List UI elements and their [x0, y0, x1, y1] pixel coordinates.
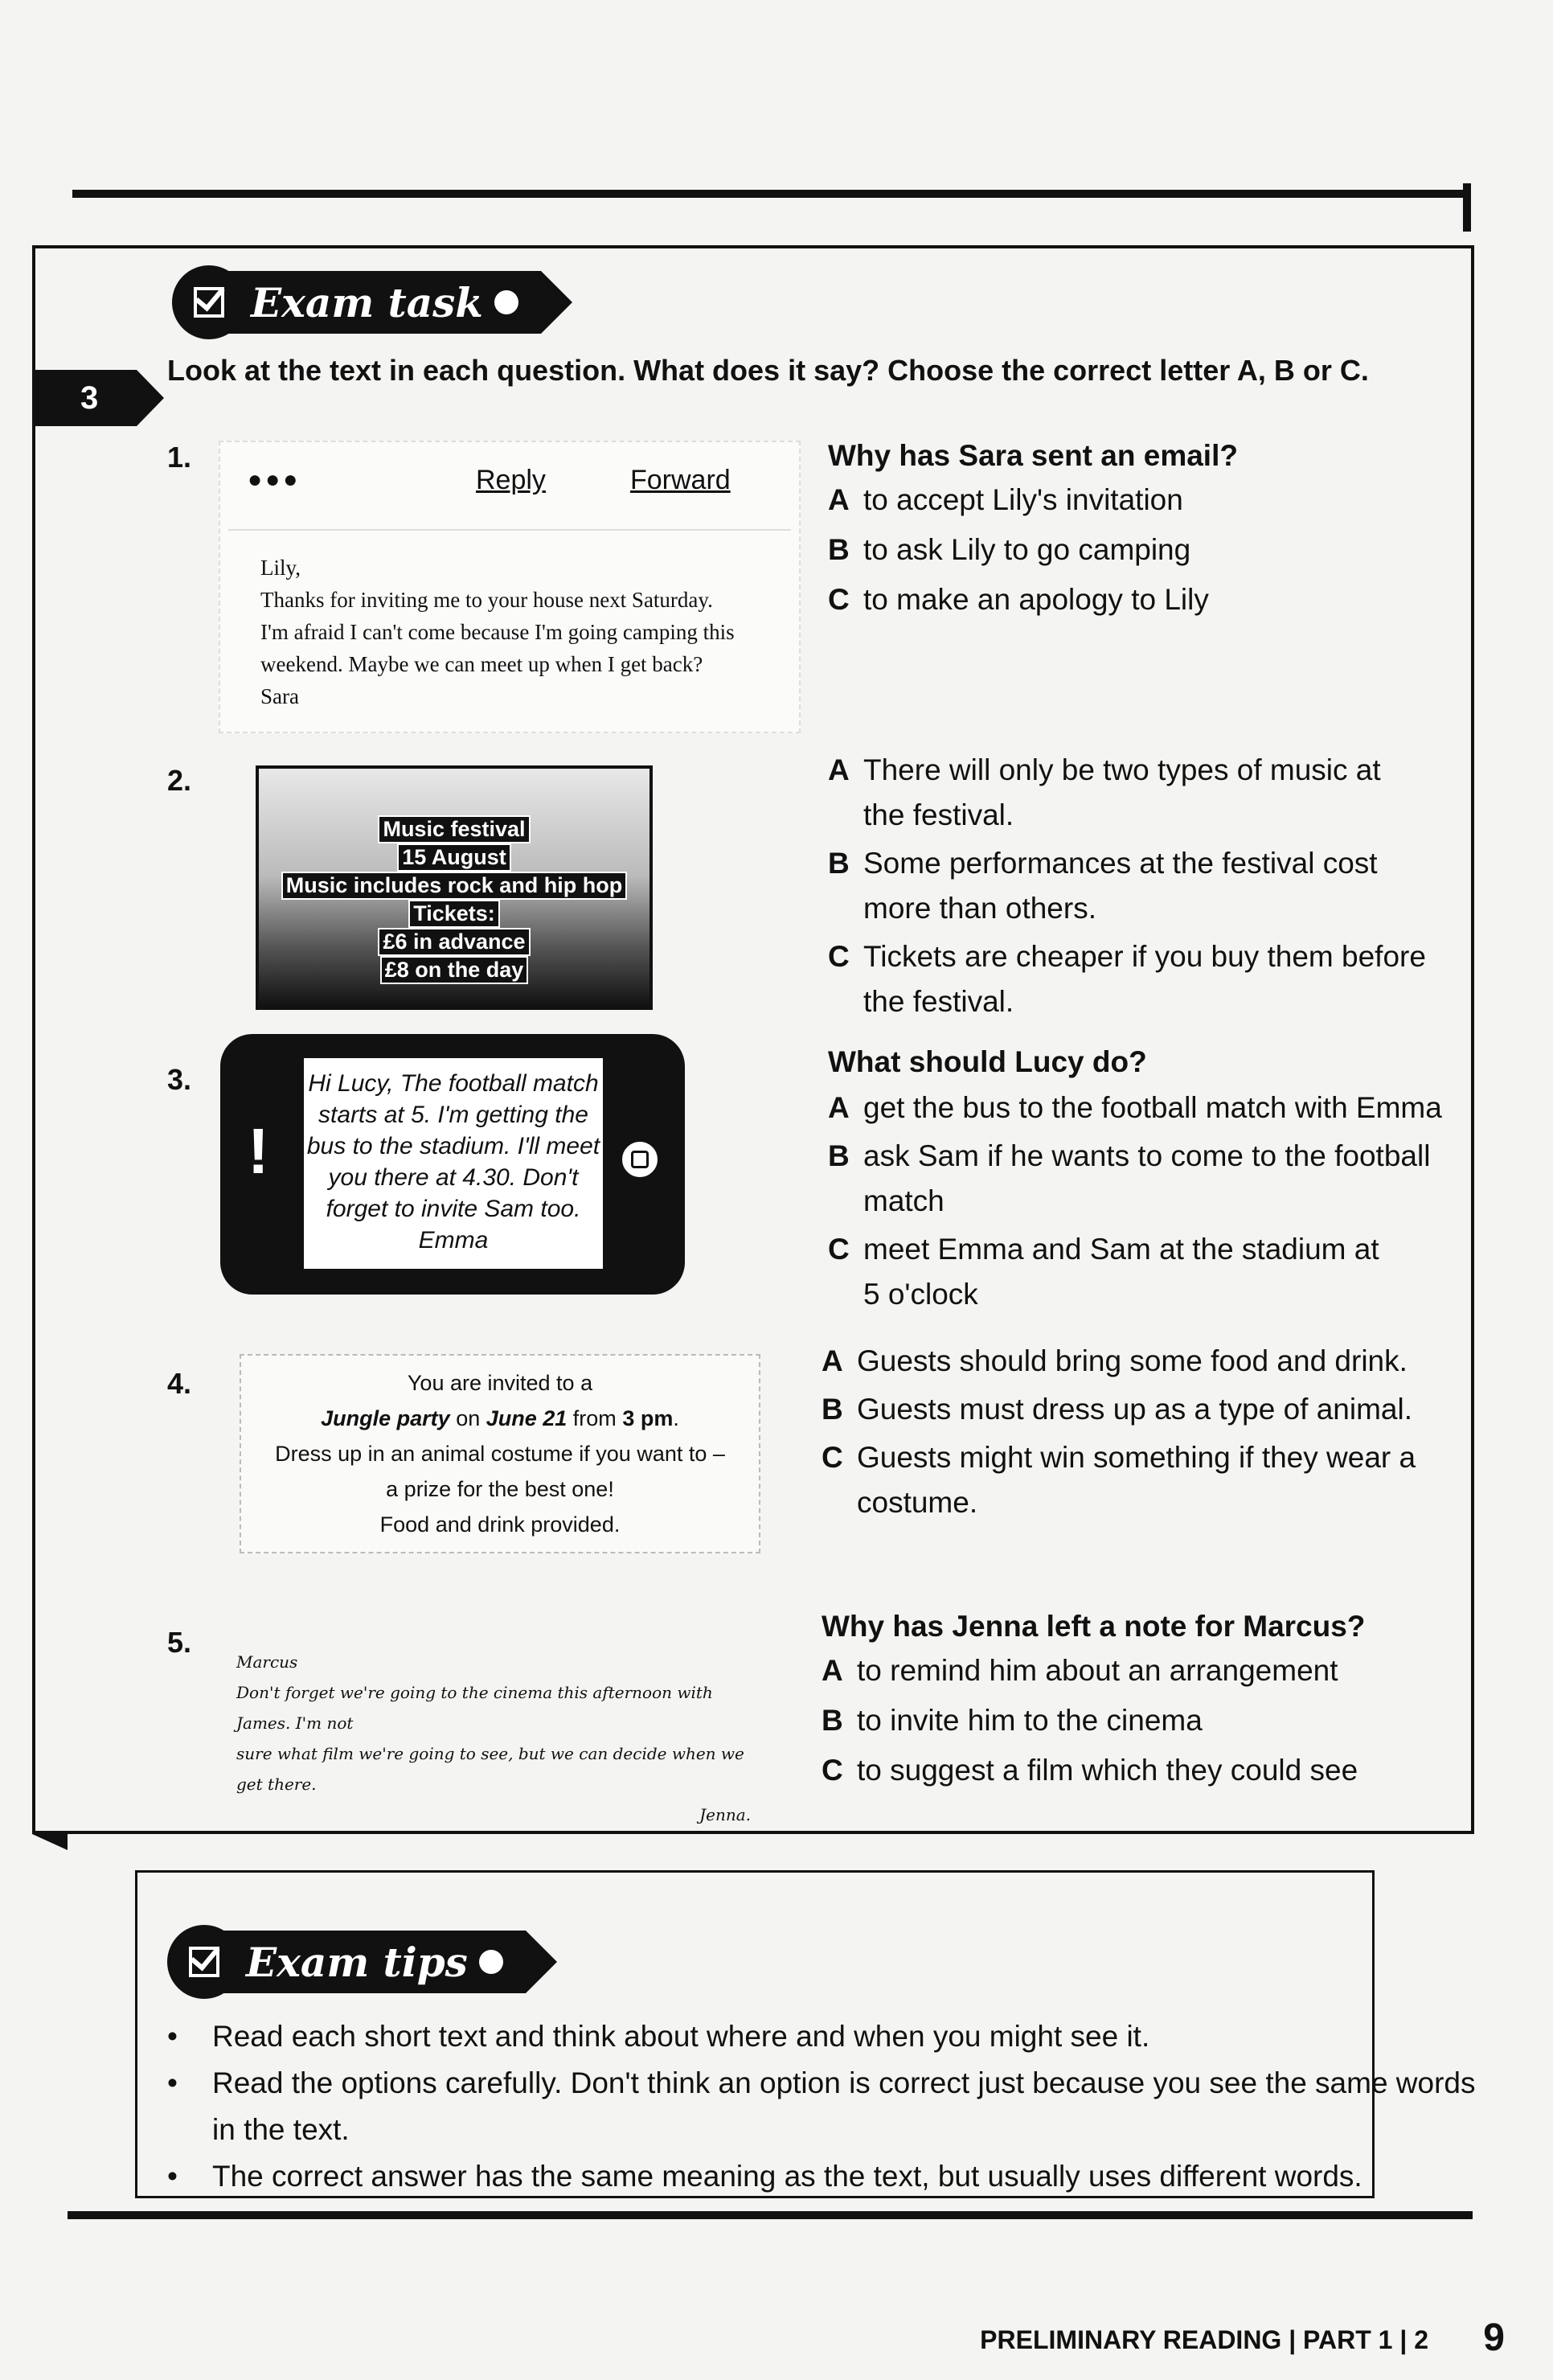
- option-text-cont: the festival.: [863, 985, 1014, 1018]
- email-stimulus: [219, 441, 801, 733]
- question-1-options: [828, 439, 1238, 622]
- handwritten-note: [236, 1647, 751, 1830]
- option-c[interactable]: [828, 934, 1426, 1024]
- email-line: Lily,: [260, 556, 301, 580]
- exam-tips-label: Exam tips: [246, 1938, 468, 1986]
- poster-line: 15 August: [399, 845, 510, 870]
- option-letter: C: [822, 1754, 843, 1787]
- option-letter: C: [828, 1233, 850, 1266]
- option-a[interactable]: [828, 478, 1238, 523]
- poster-line: Tickets:: [410, 901, 498, 926]
- question-group-tab: [32, 370, 137, 426]
- note-signature: Jenna.: [699, 1805, 751, 1824]
- option-letter: B: [828, 1139, 850, 1172]
- option-text: Guests might win something if they wear a: [857, 1441, 1416, 1474]
- option-a[interactable]: [822, 1339, 1416, 1384]
- option-text: Tickets are cheaper if you buy them before: [863, 940, 1426, 973]
- option-a[interactable]: [828, 748, 1426, 838]
- note-line: Don't forget we're going to the cinema this afternoon with James. I'm not: [236, 1683, 713, 1733]
- option-text: Guests must dress up as a type of animal.: [857, 1393, 1412, 1426]
- option-text: get the bus to the football match with Emma: [863, 1091, 1442, 1124]
- option-text-cont: the festival.: [863, 798, 1014, 831]
- option-text: to ask Lily to go camping: [863, 533, 1191, 566]
- checkbox-icon: [167, 1925, 241, 1999]
- poster-text: [259, 815, 649, 984]
- note-line: Marcus: [236, 1652, 298, 1672]
- corner-triangle: [32, 1834, 68, 1850]
- tip-text: • The correct answer has the same meaning as the text, but usually uses different words.: [212, 2160, 1362, 2193]
- option-b[interactable]: [822, 1698, 1365, 1743]
- invite-line: Dress up in an animal costume if you want to –: [275, 1442, 725, 1466]
- exam-task-label: Exam task: [251, 278, 483, 326]
- question-number: 1.: [167, 441, 192, 474]
- badge-dot-icon: [494, 290, 518, 314]
- question-prompt: Why has Jenna left a note for Marcus?: [822, 1610, 1366, 1643]
- email-line: Thanks for inviting me to your house next Saturday.: [260, 588, 713, 612]
- message-line: Hi Lucy, The football match: [308, 1070, 599, 1097]
- note-line: sure what film we're going to see, but we can decide when we get there.: [236, 1744, 744, 1794]
- option-letter: C: [828, 940, 850, 973]
- option-letter: C: [822, 1441, 843, 1474]
- question-2-options: [828, 748, 1426, 1024]
- option-b[interactable]: [822, 1387, 1416, 1432]
- top-rule: [72, 190, 1471, 198]
- exam-tips-badge: [167, 1925, 526, 1999]
- phone-message: [220, 1034, 685, 1295]
- option-text: to remind him about an arrangement: [857, 1654, 1338, 1687]
- phone-screen: [301, 1055, 606, 1272]
- tip-item: [167, 2013, 1149, 2060]
- invite-text: .: [673, 1406, 679, 1430]
- invite-text: on: [449, 1406, 486, 1430]
- email-line: I'm afraid I can't come because I'm going camping this: [260, 620, 735, 644]
- option-b[interactable]: [828, 1134, 1442, 1224]
- home-button-icon: [619, 1139, 661, 1180]
- option-text-cont: match: [863, 1184, 945, 1217]
- message-line: Emma: [418, 1227, 489, 1254]
- option-c[interactable]: [828, 577, 1238, 622]
- option-text: There will only be two types of music at: [863, 753, 1381, 786]
- option-c[interactable]: [822, 1748, 1365, 1793]
- option-a[interactable]: [822, 1648, 1365, 1693]
- invite-date: June 21: [486, 1406, 568, 1430]
- badge-dot-icon: [479, 1950, 503, 1974]
- question-5-options: [822, 1610, 1365, 1793]
- option-text: Some performances at the festival cost: [863, 847, 1378, 880]
- invite-party-name: Jungle party: [321, 1406, 450, 1430]
- tip-text: • Read each short text and think about where and when you might see it.: [212, 2020, 1150, 2053]
- email-line: weekend. Maybe we can meet up when I get back?: [260, 652, 703, 676]
- option-text: to invite him to the cinema: [857, 1704, 1203, 1737]
- top-rule-cap: [1463, 183, 1471, 232]
- option-text: to suggest a film which they could see: [857, 1754, 1358, 1787]
- poster-line: £6 in advance: [379, 929, 528, 954]
- question-number: 5.: [167, 1626, 192, 1659]
- option-c[interactable]: [828, 1227, 1442, 1317]
- option-text: meet Emma and Sam at the stadium at: [863, 1233, 1379, 1266]
- question-number: 3.: [167, 1063, 192, 1096]
- invite-line: [241, 1401, 759, 1436]
- bottom-rule: [68, 2211, 1473, 2219]
- invite-line: Food and drink provided.: [379, 1512, 621, 1537]
- invite-line: a prize for the best one!: [386, 1477, 614, 1501]
- option-b[interactable]: [828, 527, 1238, 572]
- option-c[interactable]: [822, 1435, 1416, 1525]
- option-letter: B: [828, 847, 850, 880]
- window-dots-icon: ●●●: [248, 466, 301, 493]
- option-letter: A: [828, 483, 850, 516]
- reply-link[interactable]: Reply: [476, 465, 546, 495]
- option-letter: C: [828, 583, 850, 616]
- message-line: bus to the stadium. I'll meet: [306, 1133, 600, 1159]
- festival-poster: [256, 765, 653, 1010]
- option-a[interactable]: [828, 1085, 1442, 1130]
- exam-task-badge: [172, 265, 541, 339]
- option-letter: B: [822, 1393, 843, 1426]
- poster-line: £8 on the day: [382, 958, 527, 983]
- tip-item: [167, 2060, 1476, 2153]
- question-3-options: [828, 1045, 1442, 1317]
- tip-item: [167, 2153, 1362, 2200]
- message-line: you there at 4.30. Don't: [328, 1164, 579, 1191]
- email-line: Sara: [260, 684, 299, 708]
- question-4-options: [822, 1339, 1416, 1525]
- email-body: [260, 552, 735, 712]
- option-letter: A: [828, 753, 850, 786]
- question-prompt: Why has Sara sent an email?: [828, 439, 1238, 472]
- exclamation-icon: !: [248, 1115, 269, 1187]
- tip-text: • Read the options carefully. Don't think an option is correct just because you see the same words: [212, 2066, 1476, 2099]
- instruction: Look at the text in each question. What does it say? Choose the correct letter A, B or C.: [167, 354, 1369, 387]
- option-letter: B: [822, 1704, 843, 1737]
- option-text-cont: 5 o'clock: [863, 1278, 978, 1311]
- invite-text: from: [567, 1406, 623, 1430]
- option-letter: A: [828, 1091, 850, 1124]
- footer-section: PRELIMINARY READING | PART 1 | 2: [980, 2325, 1428, 2354]
- invite-line: You are invited to a: [407, 1371, 593, 1395]
- checkbox-icon: [172, 265, 246, 339]
- poster-line: Music includes rock and hip hop: [283, 873, 626, 898]
- option-text: ask Sam if he wants to come to the football: [863, 1139, 1431, 1172]
- option-letter: B: [828, 533, 850, 566]
- option-text: to accept Lily's invitation: [863, 483, 1183, 516]
- question-number: 2.: [167, 764, 192, 797]
- option-text: Guests should bring some food and drink.: [857, 1344, 1408, 1377]
- question-group-number: 3: [80, 380, 99, 416]
- forward-link[interactable]: Forward: [630, 465, 731, 495]
- question-number: 4.: [167, 1367, 192, 1400]
- poster-line: Music festival: [379, 817, 528, 842]
- option-letter: A: [822, 1344, 843, 1377]
- page-number: 9: [1483, 2316, 1505, 2359]
- message-line: forget to invite Sam too.: [326, 1196, 581, 1222]
- option-text-cont: costume.: [857, 1486, 978, 1519]
- option-text-cont: more than others.: [863, 892, 1096, 925]
- question-prompt: What should Lucy do?: [828, 1045, 1147, 1078]
- tip-text: in the text.: [212, 2113, 350, 2146]
- option-letter: A: [822, 1654, 843, 1687]
- text-message: [304, 1068, 603, 1256]
- email-divider: [228, 529, 791, 531]
- party-invitation: [240, 1354, 760, 1553]
- option-b[interactable]: [828, 841, 1426, 931]
- option-text: to make an apology to Lily: [863, 583, 1209, 616]
- invite-time: 3 pm: [622, 1406, 674, 1430]
- message-line: starts at 5. I'm getting the: [318, 1102, 588, 1128]
